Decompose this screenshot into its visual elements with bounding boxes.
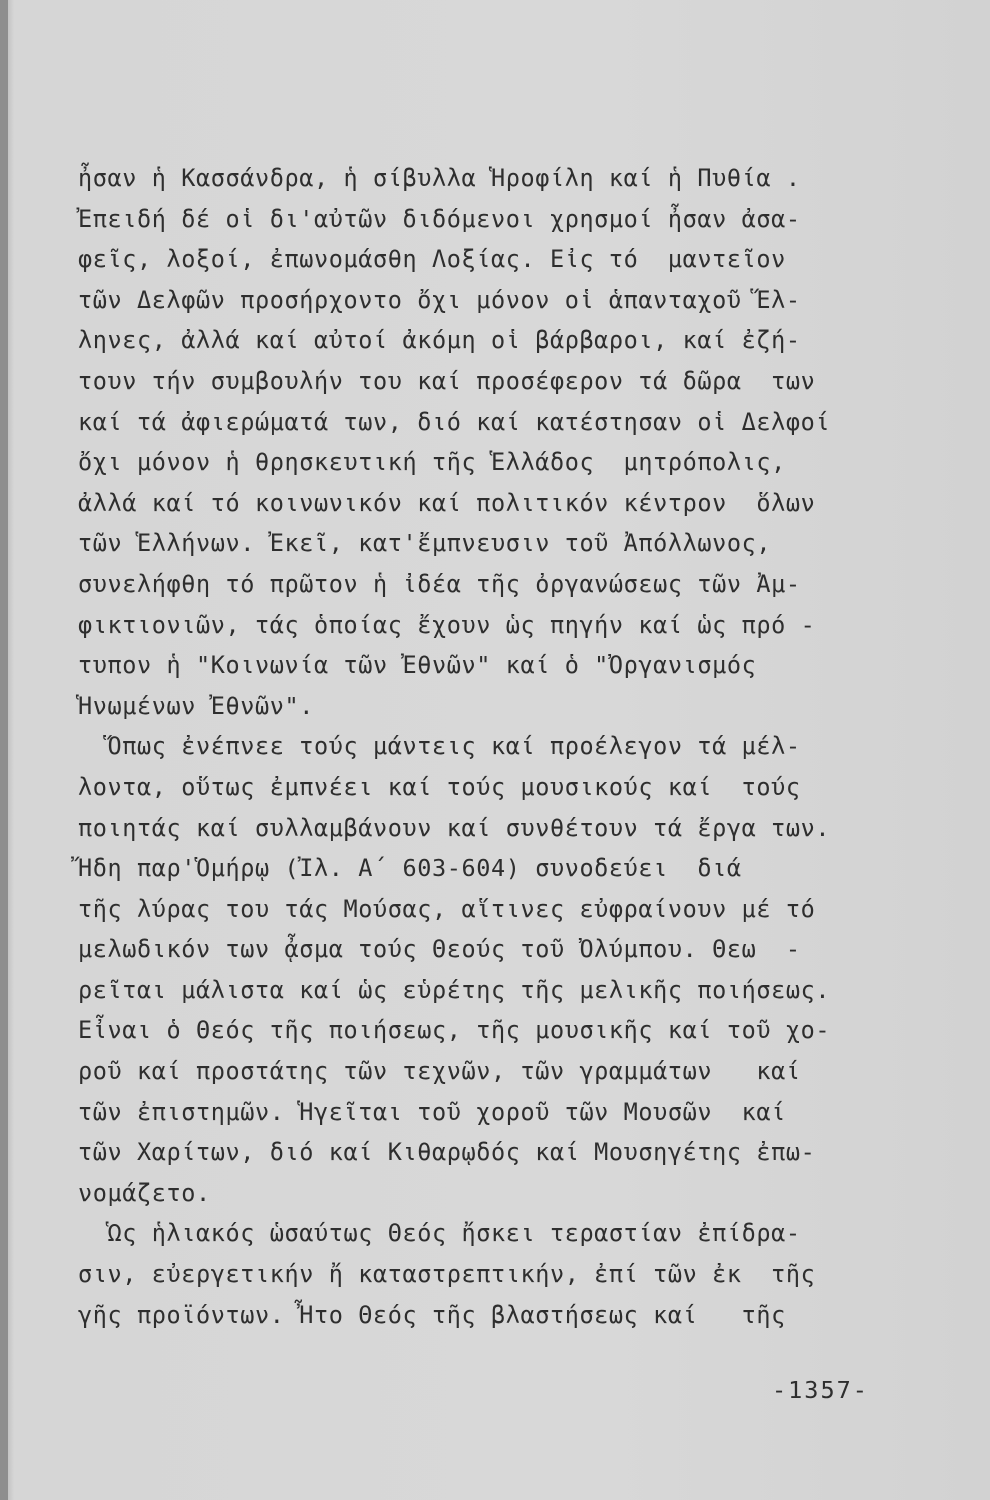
text-line: ληνες, ἀλλά καί αὐτοί ἀκόμη οἱ βάρβαροι, καί ἐζή- bbox=[78, 326, 801, 355]
text-line: τῆς λύρας του τάς Μούσας, αἵτινες εὐφραίνουν μέ τό bbox=[78, 894, 816, 923]
text-line: ρεῖται μάλιστα καί ὡς εὑρέτης τῆς μελικῆς ποιήσεως. bbox=[78, 975, 831, 1004]
text-line: μελωδικόν των ᾆσμα τούς Θεούς τοῦ Ὀλύμπου. Θεω - bbox=[78, 935, 801, 964]
text-line: τῶν Χαρίτων, διό καί Κιθαρῳδός καί Μουσηγέτης ἐπω- bbox=[78, 1138, 816, 1167]
text-line: συνελήφθη τό πρῶτον ἡ ἰδέα τῆς ὀργανώσεως τῶν Ἀμ- bbox=[78, 569, 801, 598]
text-line: τῶν Ἑλλήνων. Ἐκεῖ, κατ'ἔμπνευσιν τοῦ Ἀπόλλωνος, bbox=[78, 529, 772, 558]
text-line: ποιητάς καί συλλαμβάνουν καί συνθέτουν τά ἔργα των. bbox=[78, 813, 831, 842]
text-line: ἦσαν ἡ Κασσάνδρα, ἡ σίβυλλα Ἡροφίλη καί ἡ Πυθία . bbox=[78, 164, 801, 192]
text-line: τῶν ἐπιστημῶν. Ἡγεῖται τοῦ χοροῦ τῶν Μουσῶν καί bbox=[78, 1097, 786, 1126]
text-line: ροῦ καί προστάτης τῶν τεχνῶν, τῶν γραμμάτων καί bbox=[78, 1057, 801, 1086]
text-line: νομάζετο. bbox=[78, 1178, 211, 1207]
text-line: σιν, εὐεργετικήν ἤ καταστρεπτικήν, ἐπί τῶν ἐκ τῆς bbox=[78, 1260, 816, 1289]
text-line: τυπον ἡ "Κοινωνία τῶν Ἐθνῶν" καί ὁ "Ὀργανισμός bbox=[78, 651, 757, 680]
text-line: Ἡνωμένων Ἐθνῶν". bbox=[78, 691, 314, 720]
body-text bbox=[78, 158, 938, 1335]
text-line: Εἶναι ὁ Θεός τῆς ποιήσεως, τῆς μουσικῆς καί τοῦ χο- bbox=[78, 1016, 831, 1045]
text-line: τῶν Δελφῶν προσήρχοντο ὄχι μόνον οἱ ἁπανταχοῦ Ἕλ- bbox=[78, 285, 801, 314]
text-line: Ὡς ἡλιακός ὡσαύτως Θεός ἤσκει τεραστίαν ἐπίδρα- bbox=[78, 1219, 801, 1248]
text-line: γῆς προϊόντων. Ἦτο Θεός τῆς βλαστήσεως καί τῆς bbox=[78, 1300, 786, 1329]
text-line: Ὅπως ἐνέπνεε τούς μάντεις καί προέλεγον τά μέλ- bbox=[78, 732, 801, 761]
text-line: φεῖς, λοξοί, ἐπωνομάσθη Λοξίας. Εἰς τό μαντεῖον bbox=[78, 245, 786, 274]
page-number: -1357- bbox=[772, 1376, 869, 1404]
text-line: φικτιονιῶν, τάς ὁποίας ἔχουν ὡς πηγήν καί ὡς πρό - bbox=[78, 610, 816, 639]
text-line: τουν τήν συμβουλήν του καί προσέφερον τά δῶρα των bbox=[78, 366, 816, 395]
text-line: Ἐπειδή δέ οἱ δι'αὐτῶν διδόμενοι χρησμοί ἦσαν ἀσα- bbox=[78, 204, 801, 233]
page-binding-edge bbox=[0, 0, 8, 1500]
text-line: Ἤδη παρ'Ὁμήρῳ (Ἰλ. Α΄ 603-604) συνοδεύει διά bbox=[78, 854, 742, 883]
text-line: καί τά ἀφιερώματά των, διό καί κατέστησαν οἱ Δελφοί bbox=[78, 407, 831, 436]
text-line: ὄχι μόνον ἡ θρησκευτική τῆς Ἑλλάδος μητρόπολις, bbox=[78, 448, 786, 477]
text-line: ἀλλά καί τό κοινωνικόν καί πολιτικόν κέντρον ὅλων bbox=[78, 488, 816, 517]
text-line: λοντα, οὕτως ἐμπνέει καί τούς μουσικούς καί τούς bbox=[78, 772, 801, 801]
